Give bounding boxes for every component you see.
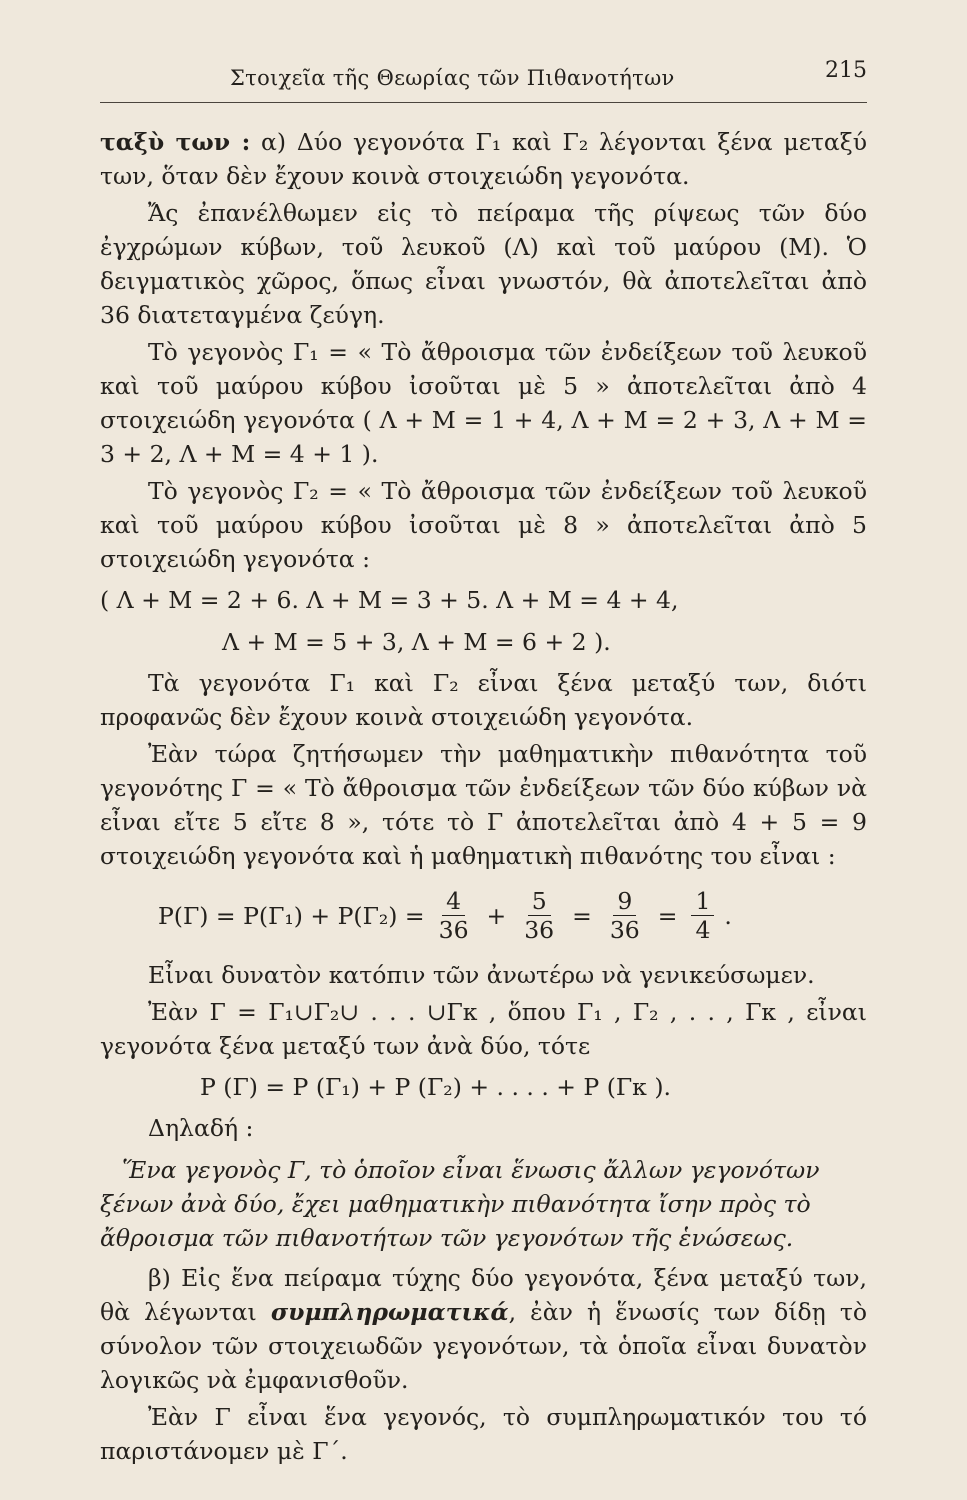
general-sum-formula: P (Γ) = P (Γ₁) + P (Γ₂) + . . . . + P (Γκ ). (200, 1073, 671, 1101)
equals-sign: = (572, 901, 592, 930)
paragraph-complementary-definition (100, 1261, 867, 1397)
paragraph-complement-notation: Ἐὰν Γ εἶναι ἕνα γεγονός, τὸ συμπληρωματικόν του τό παριστάνομεν μὲ Γ΄. (100, 1403, 867, 1465)
fraction-4-36 (435, 887, 473, 944)
paragraph-lead: ταξὺ των : (100, 128, 251, 156)
fraction-denominator: 4 (695, 916, 711, 944)
fraction-5-36 (520, 887, 558, 944)
paragraph-generalize: Εἶναι δυνατὸν κατόπιν τῶν ἀνωτέρω νὰ γενικεύσωμεν. (148, 961, 815, 989)
fraction-numerator: 4 (442, 887, 465, 916)
fraction-9-36 (606, 887, 644, 944)
fraction-numerator: 5 (528, 887, 551, 916)
fraction-denominator: 36 (524, 916, 555, 944)
formula-end: . (724, 901, 732, 930)
page-number: 215 (825, 58, 867, 83)
outcome-list-line-2: Λ + Μ = 5 + 3, Λ + Μ = 6 + 2 ). (222, 628, 611, 656)
paragraph-text: , ἐὰν ἡ ἕνωσίς των δίδῃ τὸ σύνολον τῶν στοιχειωδῶν γεγονότων, τὰ ὁποῖα εἶναι δυνατὸν λογικῶς νὰ ἐμφανισθοῦν. (100, 1298, 867, 1394)
paragraph-union-probability: Ἐὰν τώρα ζητήσωμεν τὴν μαθηματικὴν πιθανότητα τοῦ γεγονότης Γ = « Τὸ ἄθροισμα τῶν ἐνδείξεων τῶν δύο κύβων νὰ εἶναι εἴτε 5 εἴτε 8 », τότε τὸ Γ ἀποτελεῖται ἀπὸ 4 + 5 = 9 στοιχειώδη γεγονότα καὶ ἡ μαθηματικὴ πιθανότης του εἶναι : (100, 740, 867, 870)
fraction-numerator: 1 (691, 887, 714, 916)
equals-sign: = (657, 901, 678, 930)
paragraph-event-g2: Τὸ γεγονὸς Γ₂ = « Τὸ ἄθροισμα τῶν ἐνδείξεων τοῦ λευκοῦ καὶ τοῦ μαύρου κύβου ἰσοῦται μὲ 8 » ἀποτελεῖται ἀπὸ 5 στοιχειώδη γεγονότα : (100, 477, 867, 573)
paragraph-text: β) Εἰς ἕνα πείραμα τύχης δύο γεγονότα, ξένα μεταξύ των, θὰ λέγωνται (100, 1264, 867, 1326)
paragraph-dice-experiment: Ἄς ἐπανέλθωμεν εἰς τὸ πείραμα τῆς ρίψεως τῶν δύο ἐγχρώμων κύβων, τοῦ λευκοῦ (Λ) καὶ τοῦ μαύρου (Μ). Ὁ δειγματικὸς χῶρος, ὅπως εἶναι γνωστόν, θὰ ἀποτελεῖται ἀπὸ 36 διατεταγμένα ζεύγη. (100, 199, 867, 329)
page-header (100, 52, 867, 103)
dilad-label: Δηλαδή : (148, 1114, 254, 1142)
emphasized-term: συμπληρωματικά (270, 1298, 509, 1326)
paragraph-union-statement: Ἐὰν Γ = Γ₁∪Γ₂∪ . . . ∪Γκ , ὅπου Γ₁ , Γ₂ , . . , Γκ , εἶναι γεγονότα ξένα μεταξύ των ἀνὰ δύο, τότε (100, 998, 867, 1060)
outcome-list-line-1: ( Λ + Μ = 2 + 6. Λ + Μ = 3 + 5. Λ + Μ = 4 + 4, (100, 586, 679, 614)
running-title: Στοιχεῖα τῆς Θεωρίας τῶν Πιθανοτήτων (230, 66, 675, 90)
fraction-denominator: 36 (438, 916, 469, 944)
fraction-1-4 (691, 887, 714, 944)
formula-lhs: P(Γ) = P(Γ₁) + P(Γ₂) = (158, 901, 425, 930)
paragraph-disjoint-reason: Τὰ γεγονότα Γ₁ καὶ Γ₂ εἶναι ξένα μεταξύ των, διότι προφανῶς δὲν ἔχουν κοινὰ στοιχειώδη γεγονότα. (100, 669, 867, 731)
paragraph-event-g1: Τὸ γεγονὸς Γ₁ = « Τὸ ἄθροισμα τῶν ἐνδείξεων τοῦ λευκοῦ καὶ τοῦ μαύρου κύβου ἰσοῦται μὲ 5 » ἀποτελεῖται ἀπὸ 4 στοιχειώδη γεγονότα ( Λ + Μ = 1 + 4, Λ + Μ = 2 + 3, Λ + Μ = 3 + 2, Λ + Μ = 4 + 1 ). (100, 338, 867, 468)
plus-sign: + (486, 901, 507, 930)
fraction-denominator: 36 (609, 916, 640, 944)
paragraph-disjoint-definition (100, 125, 867, 193)
paragraph-text: α) Δύο γεγονότα Γ₁ καὶ Γ₂ λέγονται ξένα μεταξύ των, ὅταν δὲν ἔχουν κοινὰ στοιχειώδη γεγονότα. (100, 128, 867, 190)
theorem-statement: Ἕνα γεγονὸς Γ, τὸ ὁποῖον εἶναι ἕνωσις ἄλλων γεγονότων ξένων ἀνὰ δύο, ἔχει μαθηματικὴν πιθανότητα ἴσην πρὸς τὸ ἄθροισμα τῶν πιθανοτήτων τῶν γεγονότων τῆς ἑνώσεως. (100, 1156, 820, 1252)
fraction-numerator: 9 (613, 887, 636, 916)
probability-formula (158, 887, 867, 944)
